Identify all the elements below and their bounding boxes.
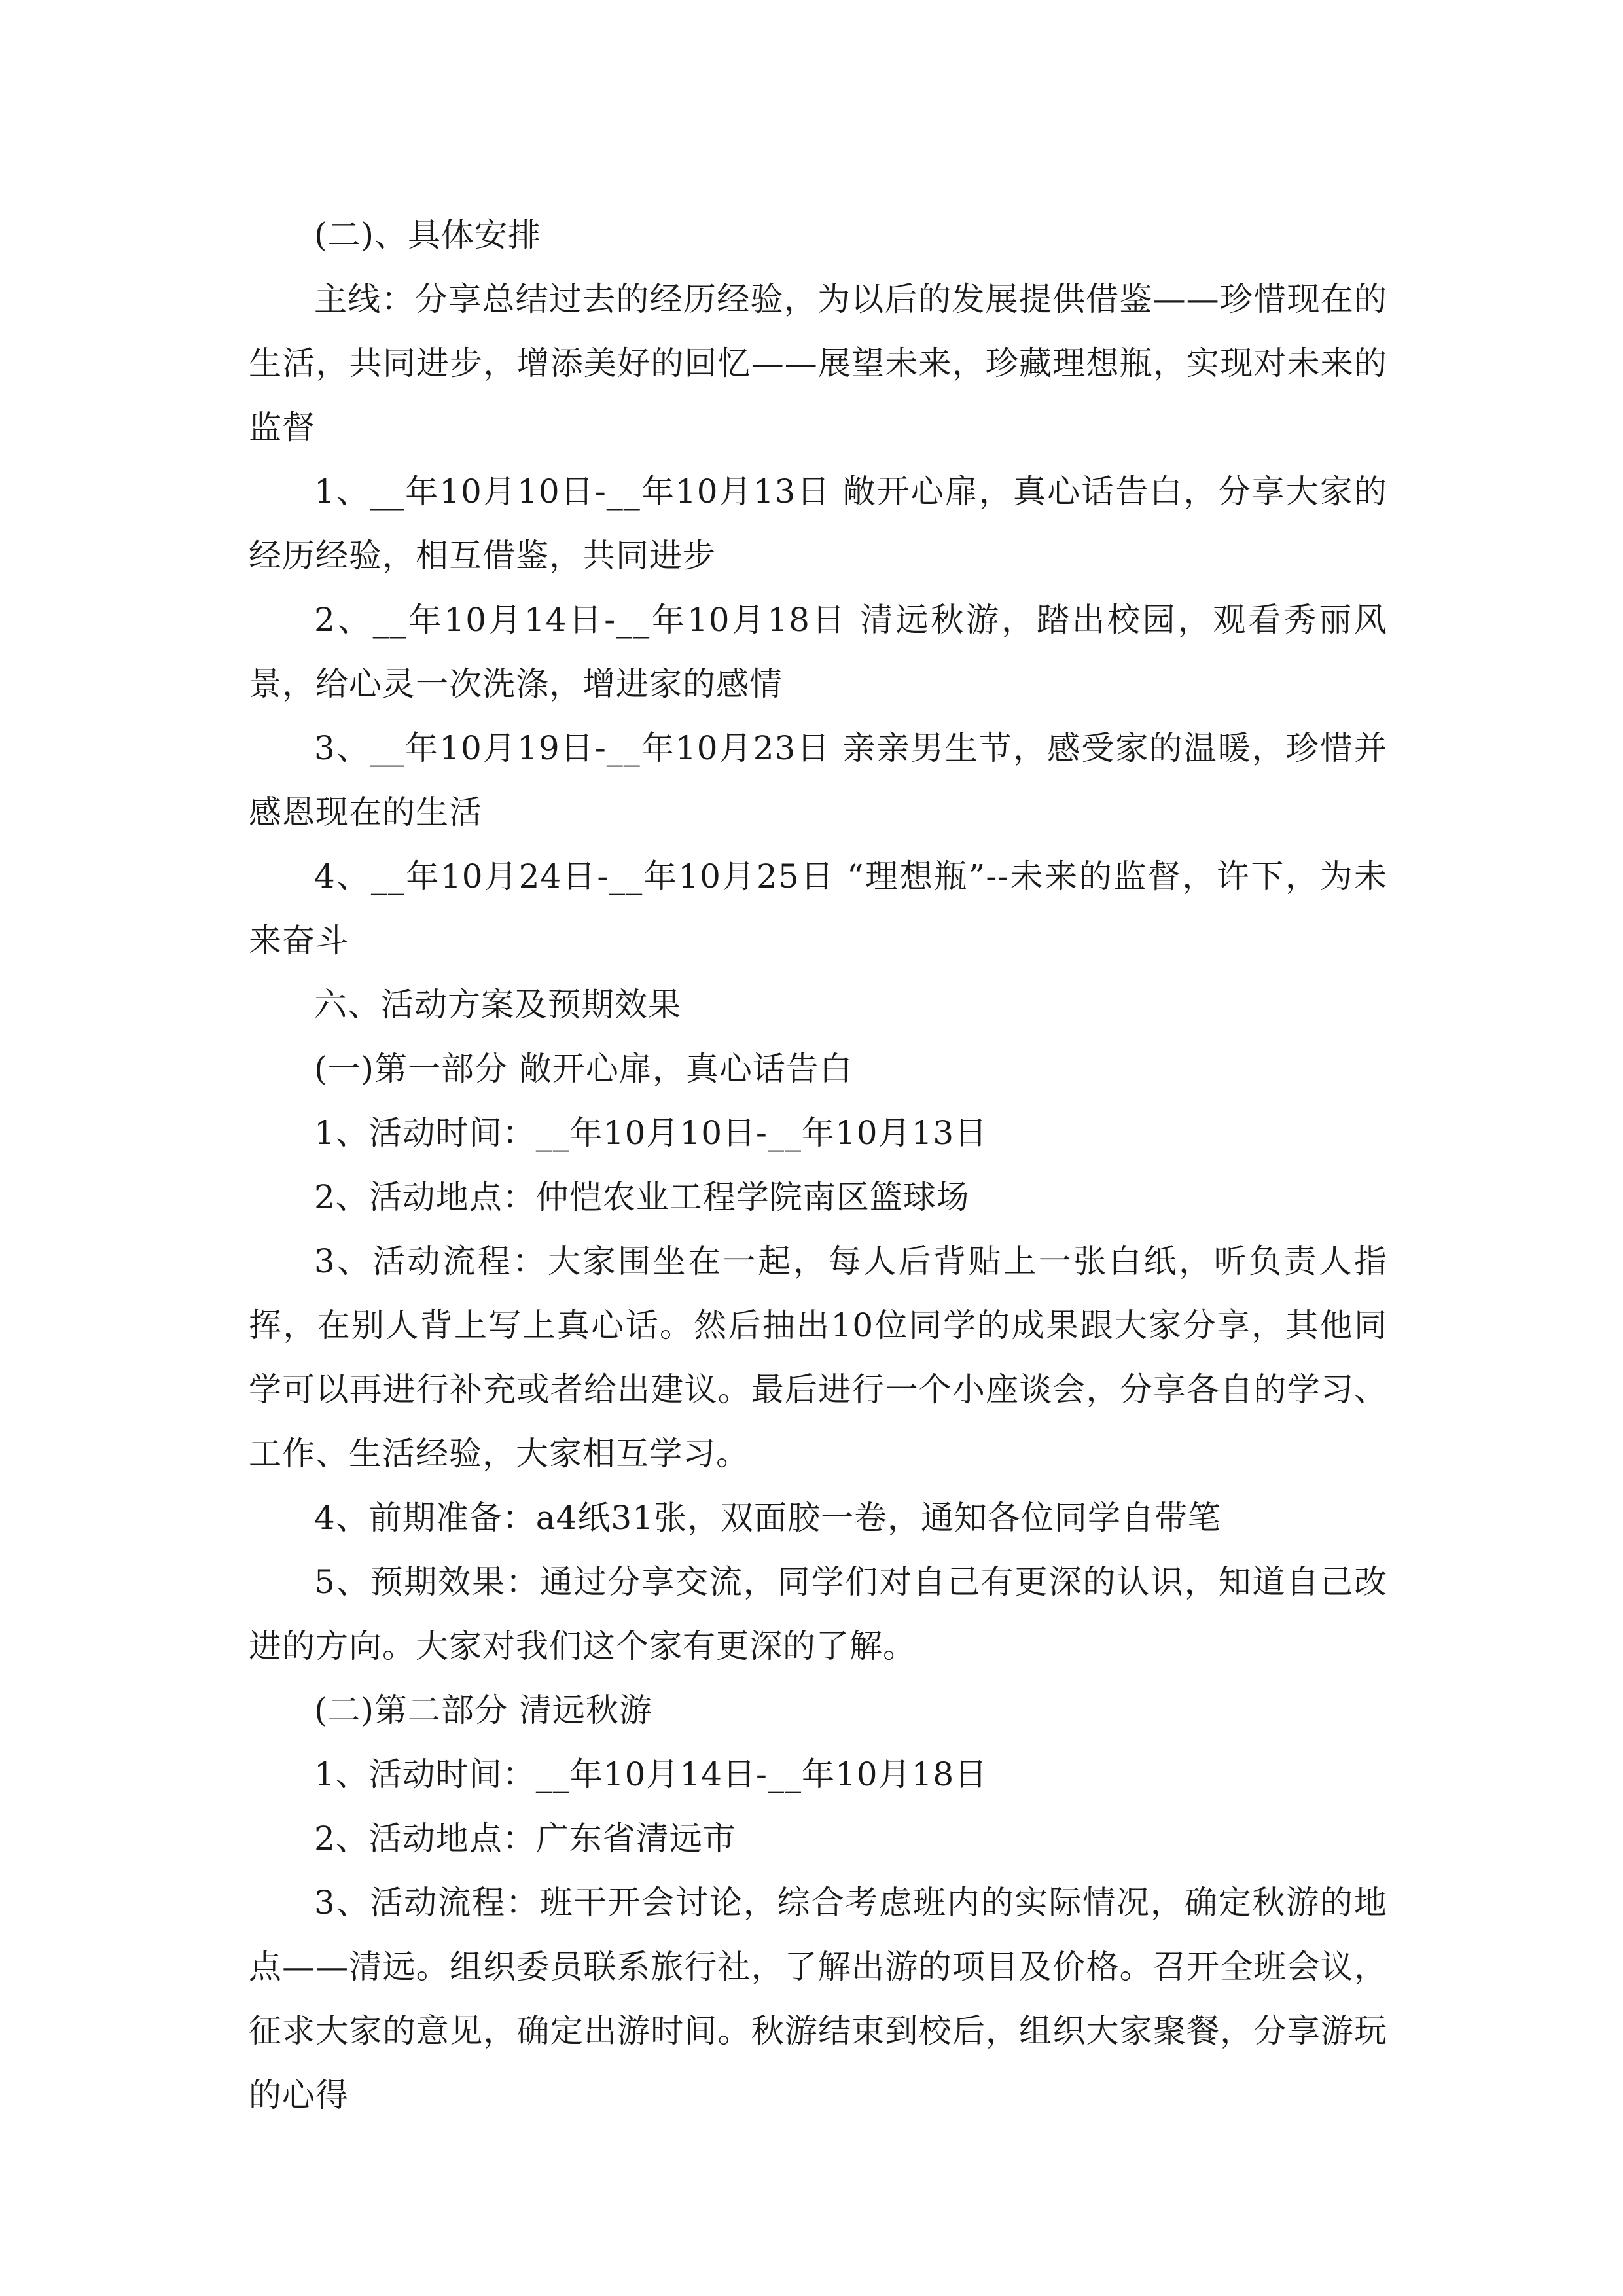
part2-time: 1、活动时间：__年10月14日-__年10月18日	[314, 1755, 988, 1793]
part1-expected-effect: 5、预期效果：通过分享交流，同学们对自己有更深的认识，知道自己改进的方向。大家对我们这个家有更深的了解。	[249, 1563, 1387, 1665]
part1-preparation: 4、前期准备：a4纸31张，双面胶一卷，通知各位同学自带笔	[314, 1499, 1222, 1537]
document-body	[249, 203, 1387, 2127]
subsection-heading-part2: (二)第二部分 清远秋游	[314, 1691, 652, 1729]
subsection-heading-part1: (一)第一部分 敞开心扉，真心话告白	[314, 1050, 853, 1088]
section-heading-arrangement: (二)、具体安排	[314, 216, 542, 254]
part2-location: 2、活动地点：广东省清远市	[314, 1820, 736, 1857]
schedule-item-3: 3、__年10月19日-__年10月23日 亲亲男生节，感受家的温暖，珍惜并感恩现在的生活	[249, 729, 1387, 831]
part2-process: 3、活动流程：班干开会讨论，综合考虑班内的实际情况，确定秋游的地点——清远。组织委员联系旅行社，了解出游的项目及价格。召开全班会议，征求大家的意见，确定出游时间。秋游结束到校后，组织大家聚餐，分享游玩的心得	[249, 1884, 1387, 2114]
schedule-item-2: 2、__年10月14日-__年10月18日 清远秋游，踏出校园，观看秀丽风景，给心灵一次洗涤，增进家的感情	[249, 601, 1387, 703]
part1-process: 3、活动流程：大家围坐在一起，每人后背贴上一张白纸，听负责人指挥，在别人背上写上真心话。然后抽出10位同学的成果跟大家分享，其他同学可以再进行补充或者给出建议。最后进行一个小座谈会，分享各自的学习、工作、生活经验，大家相互学习。	[249, 1242, 1387, 1473]
section-heading-plan: 六、活动方案及预期效果	[314, 986, 681, 1024]
schedule-item-4: 4、__年10月24日-__年10月25日 “理想瓶”--未来的监督，许下，为未来奋斗	[249, 857, 1387, 960]
schedule-item-1: 1、__年10月10日-__年10月13日 敞开心扉，真心话告白，分享大家的经历经验，相互借鉴，共同进步	[249, 473, 1387, 575]
part1-time: 1、活动时间：__年10月10日-__年10月13日	[314, 1114, 988, 1152]
paragraph-mainline: 主线：分享总结过去的经历经验，为以后的发展提供借鉴——珍惜现在的生活，共同进步，增添美好的回忆——展望未来，珍藏理想瓶，实现对未来的监督	[249, 280, 1387, 446]
part1-location: 2、活动地点：仲恺农业工程学院南区篮球场	[314, 1178, 970, 1216]
